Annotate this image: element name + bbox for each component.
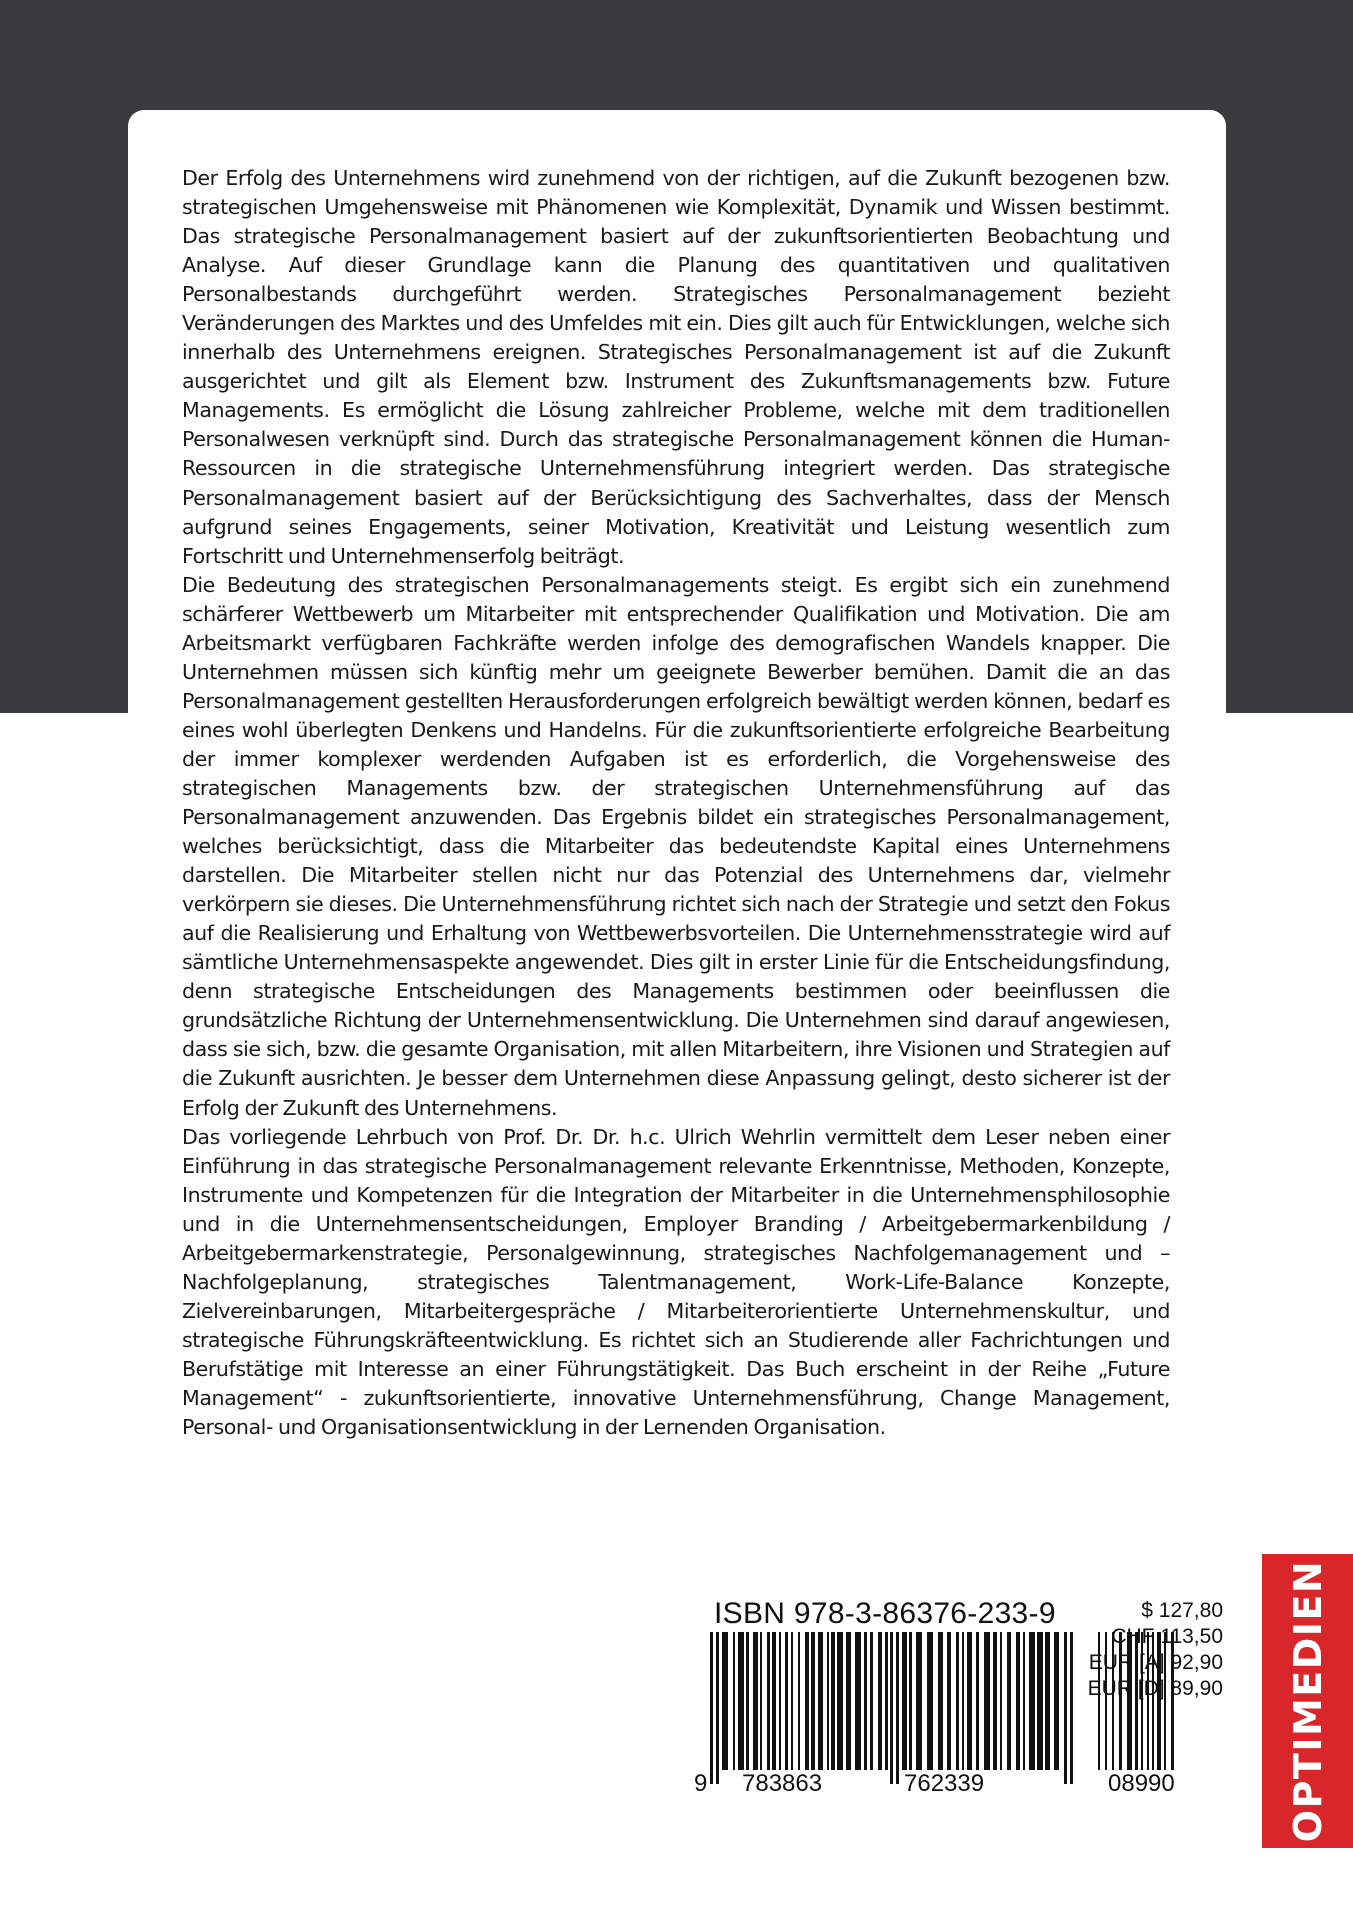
barcode-bar xyxy=(1037,1632,1043,1770)
price-list xyxy=(1088,1598,1223,1702)
barcode-bar xyxy=(746,1632,749,1770)
barcode-bar xyxy=(1000,1632,1002,1770)
barcode-digits-addon: 08990 xyxy=(1108,1770,1175,1797)
barcode-bar xyxy=(967,1632,972,1770)
barcode-bar xyxy=(791,1632,793,1770)
barcode-bar xyxy=(909,1632,912,1770)
barcode-bar xyxy=(976,1632,979,1770)
barcode-bar xyxy=(902,1632,907,1770)
barcode-bar xyxy=(1054,1632,1059,1770)
barcode-bar xyxy=(772,1632,776,1770)
barcode-bar xyxy=(855,1632,861,1770)
barcode-bar xyxy=(1045,1632,1050,1770)
price-usd: $ 127,80 xyxy=(1141,1599,1223,1622)
barcode-bar xyxy=(738,1632,744,1770)
barcode-bar xyxy=(890,1632,893,1784)
publisher-name: OPTIMEDIEN xyxy=(1285,1559,1330,1843)
barcode-bar xyxy=(1064,1632,1067,1784)
barcode-bar xyxy=(710,1632,713,1784)
barcode-bar xyxy=(993,1632,997,1770)
publisher-logo xyxy=(1262,1554,1353,1848)
barcode-bar xyxy=(716,1632,719,1784)
barcode-bar xyxy=(846,1632,851,1770)
blurb-paragraph-1: Der Erfolg des Unternehmens wird zunehmend von der richtigen, auf die Zukunft bezogenen bzw. strategischen Umgehensweise mit Phänomenen wie Komplexität, Dynamik und Wissen bestimmt. Das strategische Personalmanagement basiert auf der zukunftsorientierten Beobachtung und Analyse. Auf dieser Grundlage kann die Planung des quantitativen und qualitativen Personalbestands durchgeführt werden. Strategisches Personalmanagement bezieht Veränderungen des Marktes und des Umfeldes mit ein. Dies gilt auch für Entwicklungen, welche sich innerhalb des Unternehmens ereignen. Strategisches Personalmanagement ist auf die Zukunft ausgerichtet und gilt als Element bzw. Instrument des Zukunftsmanagements bzw. Future Managements. Es ermöglicht die Lösung zahlreicher Probleme, welche mit dem traditionellen Personalwesen verknüpft sind. Durch das strategische Personalmanagement können die Human-Ressourcen in die strategische Unternehmensführung integriert werden. Das strategische Personalmanagement basiert auf der Berücksichtigung des Sachverhaltes, dass der Mensch aufgrund seines Engagements, seiner Motivation, Kreativität und Leistung wesentlich zum Fortschritt und Unternehmenserfolg beiträgt. xyxy=(182,166,1170,568)
barcode-bar xyxy=(956,1632,959,1770)
barcode-bar xyxy=(938,1632,943,1770)
price-eur-a: EUR [A] 92,90 xyxy=(1088,1651,1223,1674)
barcode-bar xyxy=(785,1632,788,1770)
barcode-bar xyxy=(722,1632,728,1770)
barcode-bar xyxy=(811,1632,815,1770)
barcode-digits-left: 783863 xyxy=(742,1770,823,1797)
price-chf: CHF 113,50 xyxy=(1111,1625,1223,1648)
barcode-bar xyxy=(779,1632,781,1770)
barcode-bar xyxy=(947,1632,951,1770)
blurb-paragraph-3: Das vorliegende Lehrbuch von Prof. Dr. Dr. h.c. Ulrich Wehrlin vermittelt dem Leser neben einer Einführung in das strategische Personalmanagement relevante Erkenntnisse, Methoden, Konzepte, Instrumente und Kompetenzen für die Integration der Mitarbeiter in die Unternehmensphilosophie und in die Unternehmensentscheidungen, Employer Branding / Arbeitgebermarkenbildung / Arbeitgebermarkenstrategie, Personalgewinnung, strategisches Nachfolgemanagement und –Nachfolgeplanung, strategisches Talentmanagement, Work-Life-Balance Konzepte, Zielvereinbarungen, Mitarbeitergespräche / Mitarbeiterorientierte Unternehmenskultur, und strategische Führungskräfteentwicklung. Es richtet sich an Studierende aller Fachrichtungen und Berufstätige mit Interesse an einer Führungstätigkeit. Das Buch erscheint in der Reihe „Future Management“ - zukunftsorientierte, innovative Unternehmensführung, Change Management, Personal- und Organisationsentwicklung in der Lernenden Organisation. xyxy=(182,1124,1170,1440)
barcode-bar xyxy=(760,1632,762,1770)
barcode-bar xyxy=(864,1632,867,1770)
isbn-label: ISBN 978-3-86376-233-9 xyxy=(714,1597,1056,1630)
barcode-bar xyxy=(767,1632,770,1770)
barcode-bar xyxy=(831,1632,835,1770)
barcode-bar xyxy=(818,1632,823,1770)
blurb-paragraph-2: Die Bedeutung des strategischen Personalmanagements steigt. Es ergibt sich ein zunehmend schärferer Wettbewerb um Mitarbeiter mit entsprechender Qualifikation und Motivation. Die am Arbeitsmarkt verfügbaren Fachkräfte werden infolge des demografischen Wandels knapper. Die Unternehmen müssen sich künftig mehr um geeignete Bewerber bemühen. Damit die an das Personalmanagement gestellten Herausforderungen erfolgreich bewältigt werden können, bedarf es eines wohl überlegten Denkens und Handelns. Für die zukunftsorientierte erfolgreiche Bearbeitung der immer komplexer werdenden Aufgaben ist es erforderlich, die Vorgehensweise des strategischen Managements bzw. der strategischen Unternehmensführung auf das Personalmanagement anzuwenden. Das Ergebnis bildet ein strategisches Personalmanagement, welches berücksichtigt, dass die Mitarbeiter das bedeutendste Kapital eines Unternehmens darstellen. Die Mitarbeiter stellen nicht nur das Potenzial des Unternehmens dar, vielmehr verkörpern sie dieses. Die Unternehmensführung richtet sich nach der Strategie und setzt den Fokus auf die Realisierung und Erhaltung von Wettbewerbsvorteilen. Die Unternehmensstrategie wird auf sämtliche Unternehmensaspekte angewendet. Dies gilt in erster Linie für die Entscheidungsfindung, denn strategische Entscheidungen des Managements bestimmen oder beeinflussen die grundsätzliche Richtung der Unternehmensentwicklung. Die Unternehmen sind darauf angewiesen, dass sie sich, bzw. die gesamte Organisation, mit allen Mitarbeitern, ihre Visionen und Strategien auf die Zukunft ausrichten. Je besser dem Unternehmen diese Anpassung gelingt, desto sicherer ist der Erfolg der Zukunft des Unternehmens. xyxy=(182,572,1170,1120)
barcode-bar xyxy=(805,1632,809,1770)
barcode-bar xyxy=(1070,1632,1073,1784)
barcode-bar xyxy=(927,1632,933,1770)
barcode-bar xyxy=(837,1632,843,1770)
barcode-bar xyxy=(962,1632,964,1770)
barcode-bar xyxy=(984,1632,990,1770)
barcode-bar xyxy=(878,1632,882,1770)
barcode-bar xyxy=(733,1632,735,1770)
price-eur-d: EUR [D] 89,90 xyxy=(1087,1677,1223,1700)
barcode-bar xyxy=(870,1632,873,1770)
barcode-digit-lead: 9 xyxy=(694,1770,708,1797)
barcode-bar xyxy=(1016,1632,1020,1770)
barcode-bar xyxy=(1029,1632,1035,1770)
barcode-bar xyxy=(896,1632,899,1784)
barcode-bar xyxy=(753,1632,758,1770)
barcode-bar xyxy=(827,1632,829,1770)
back-cover-blurb xyxy=(182,164,1170,1442)
barcode-bar xyxy=(916,1632,922,1770)
barcode-digits-right: 762339 xyxy=(904,1770,985,1797)
barcode-bar xyxy=(798,1632,800,1770)
barcode-bar xyxy=(1023,1632,1025,1770)
barcode-bar xyxy=(885,1632,888,1770)
barcode-bar xyxy=(1007,1632,1011,1770)
